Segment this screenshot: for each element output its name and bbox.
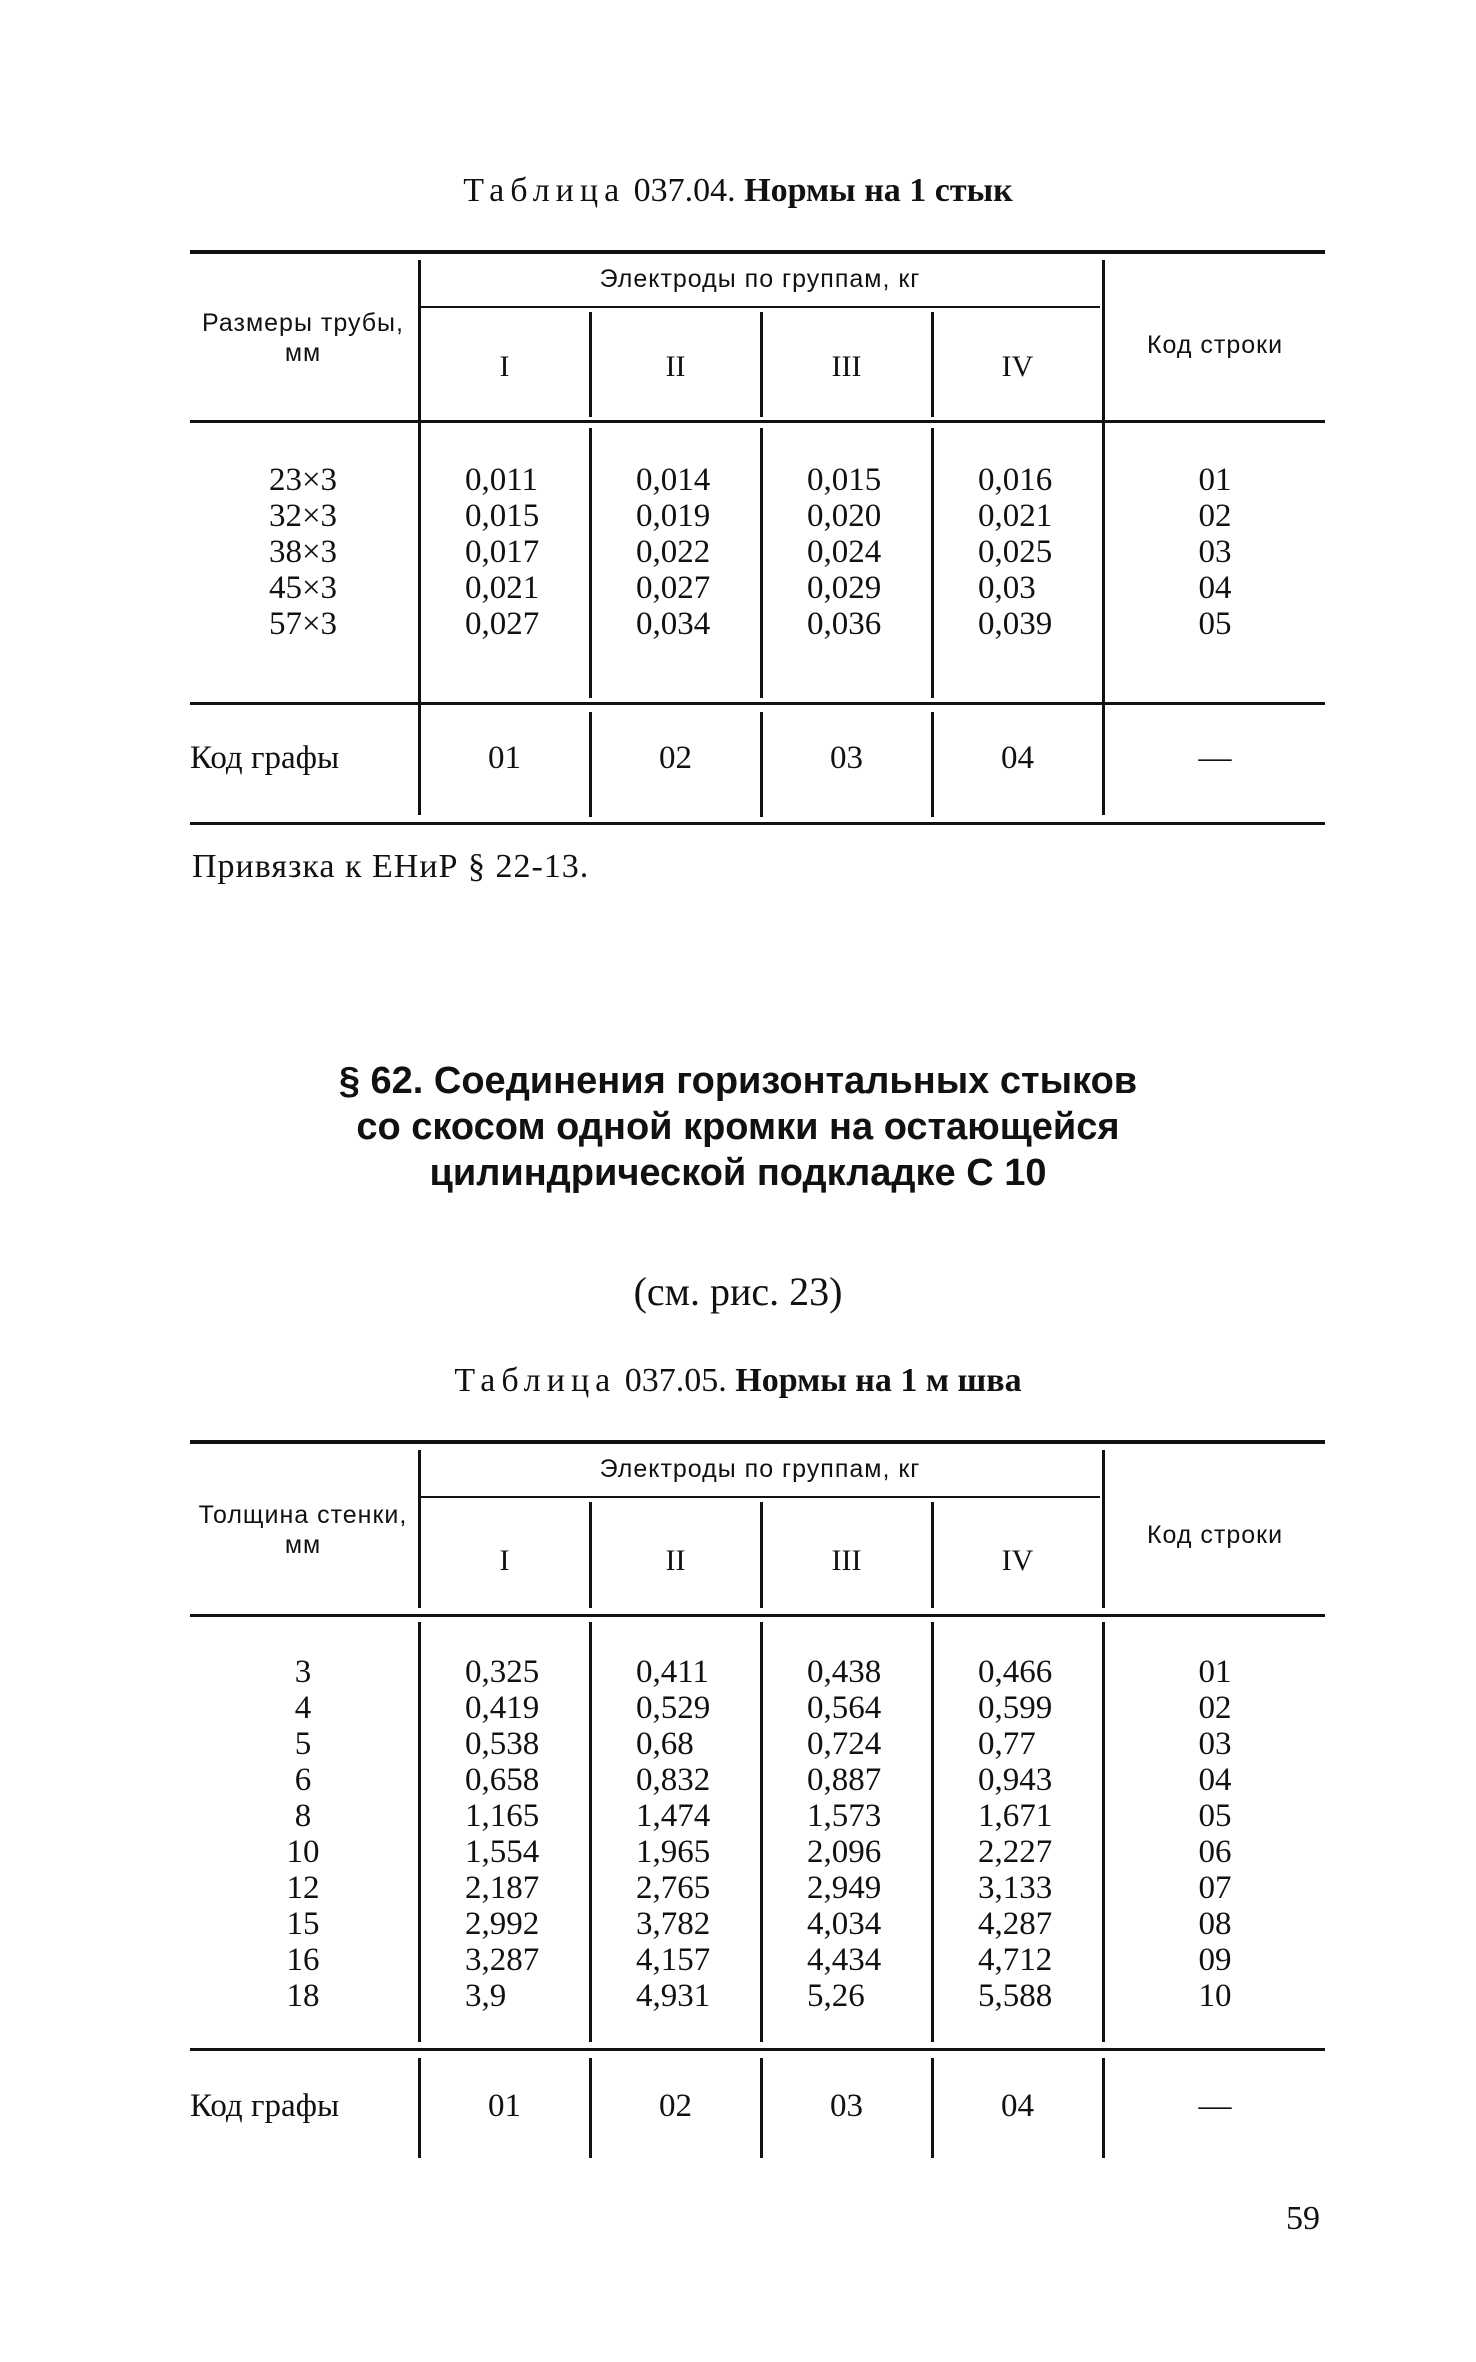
table-cell: 0,68 bbox=[636, 1726, 694, 1762]
table-cell: 0,021 bbox=[465, 570, 540, 606]
table-cell: 0,564 bbox=[807, 1690, 882, 1726]
table-cell: 10 bbox=[286, 1834, 320, 1870]
table-cell: 2,187 bbox=[465, 1870, 540, 1906]
table1-header-rule bbox=[190, 420, 1325, 423]
table-cell: 23×3 bbox=[268, 462, 338, 498]
table-cell: 2,227 bbox=[978, 1834, 1053, 1870]
table2-footer-code-2: 02 bbox=[659, 2088, 692, 2124]
table1-caption bbox=[0, 172, 1476, 210]
table-cell: 01 bbox=[1198, 462, 1232, 498]
table-cell: 02 bbox=[1198, 498, 1232, 534]
table2-caption-prefix: Таблица bbox=[454, 1362, 617, 1399]
table-cell: 0,832 bbox=[636, 1762, 711, 1798]
table-cell: 2,992 bbox=[465, 1906, 540, 1942]
table1-footer-code-3: 03 bbox=[830, 740, 863, 776]
table-cell: 6 bbox=[294, 1762, 312, 1798]
binding-note: Привязка к ЕНиР § 22-13. bbox=[192, 848, 590, 885]
table1-col-III bbox=[807, 462, 881, 642]
table-cell: 05 bbox=[1198, 1798, 1232, 1834]
section-title-line-1: § 62. Соединения горизонтальных стыков bbox=[338, 1060, 1138, 1102]
table2-vline-3b bbox=[760, 1622, 763, 2042]
table-cell: 0,036 bbox=[807, 606, 882, 642]
table2-caption bbox=[0, 1362, 1476, 1400]
table1-group-II: II bbox=[665, 350, 686, 383]
table-cell: 0,411 bbox=[636, 1654, 710, 1690]
table-cell: 0,024 bbox=[807, 534, 882, 570]
table-cell: 3,9 bbox=[465, 1978, 507, 2014]
table-cell: 1,554 bbox=[465, 1834, 540, 1870]
table-cell: 01 bbox=[1198, 1654, 1232, 1690]
table2-code-header: Код строки bbox=[1146, 1521, 1284, 1549]
table-cell: 18 bbox=[286, 1978, 320, 2014]
table1-caption-title: Нормы на 1 стык bbox=[744, 172, 1013, 209]
table-cell: 0,039 bbox=[978, 606, 1053, 642]
table-cell: 1,671 bbox=[978, 1798, 1053, 1834]
table-cell: 0,943 bbox=[978, 1762, 1053, 1798]
table2-group-header: Электроды по группам, кг bbox=[599, 1455, 921, 1483]
table-cell: 1,573 bbox=[807, 1798, 882, 1834]
table2-vline-4b bbox=[931, 1622, 934, 2042]
table-cell: 4,931 bbox=[636, 1978, 711, 2014]
table-cell: 09 bbox=[1198, 1942, 1232, 1978]
table2-footer-code-1: 01 bbox=[488, 2088, 521, 2124]
table2 bbox=[190, 1440, 1325, 2170]
table1-col-IV bbox=[978, 462, 1052, 642]
table2-codes-column bbox=[1105, 1654, 1325, 2014]
table-cell: 0,020 bbox=[807, 498, 882, 534]
table-cell: 05 bbox=[1198, 606, 1232, 642]
table-cell: 5 bbox=[294, 1726, 312, 1762]
table-cell: 0,029 bbox=[807, 570, 882, 606]
table1-vline-4b bbox=[931, 428, 934, 698]
table1-code-header: Код строки bbox=[1146, 331, 1284, 359]
table-cell: 5,26 bbox=[807, 1978, 865, 2014]
table2-col-III bbox=[807, 1654, 881, 2014]
table-cell: 0,015 bbox=[807, 462, 882, 498]
table1-footer-code-4: 04 bbox=[1001, 740, 1034, 776]
table2-col-II bbox=[636, 1654, 710, 2014]
table1-row-header: Размеры трубы, мм bbox=[202, 309, 404, 367]
table1-group-rule bbox=[420, 306, 1100, 308]
table-cell: 4,434 bbox=[807, 1942, 882, 1978]
table2-top-rule bbox=[190, 1440, 1325, 1444]
table-cell: 3 bbox=[294, 1654, 312, 1690]
table-cell: 0,019 bbox=[636, 498, 711, 534]
table-cell: 1,474 bbox=[636, 1798, 711, 1834]
table2-group-I: I bbox=[499, 1544, 510, 1577]
table2-col-IV bbox=[978, 1654, 1052, 2014]
table-cell: 4,034 bbox=[807, 1906, 882, 1942]
table-cell: 3,782 bbox=[636, 1906, 711, 1942]
table1-col-II bbox=[636, 462, 710, 642]
table-cell: 1,965 bbox=[636, 1834, 711, 1870]
table-cell: 0,015 bbox=[465, 498, 540, 534]
table2-footer-code-3: 03 bbox=[830, 2088, 863, 2124]
table-cell: 4 bbox=[294, 1690, 312, 1726]
table-cell: 07 bbox=[1198, 1870, 1232, 1906]
table1-group-I: I bbox=[499, 350, 510, 383]
table-cell: 15 bbox=[286, 1906, 320, 1942]
table-cell: 03 bbox=[1198, 534, 1232, 570]
table-cell: 16 bbox=[286, 1942, 320, 1978]
table-cell: 2,765 bbox=[636, 1870, 711, 1906]
table1-caption-prefix: Таблица bbox=[463, 172, 626, 209]
table-cell: 0,529 bbox=[636, 1690, 711, 1726]
table-cell: 06 bbox=[1198, 1834, 1232, 1870]
table1-footer-code-1: 01 bbox=[488, 740, 521, 776]
table-cell: 0,027 bbox=[465, 606, 540, 642]
table-cell: 08 bbox=[1198, 1906, 1232, 1942]
table2-group-rule bbox=[420, 1496, 1100, 1498]
table2-footer-label: Код графы bbox=[190, 2088, 340, 2124]
table-cell: 0,016 bbox=[978, 462, 1053, 498]
table-cell: 0,325 bbox=[465, 1654, 540, 1690]
table1-codes-column bbox=[1105, 462, 1325, 642]
table1-top-rule bbox=[190, 250, 1325, 254]
table2-caption-number: 037.05. bbox=[624, 1362, 727, 1399]
table-cell: 1,165 bbox=[465, 1798, 540, 1834]
table2-body-rule bbox=[190, 2048, 1325, 2051]
table-cell: 8 bbox=[294, 1798, 312, 1834]
section-title-line-3: цилиндрической подкладке С 10 bbox=[429, 1152, 1047, 1194]
table1 bbox=[190, 250, 1325, 830]
table-cell: 02 bbox=[1198, 1690, 1232, 1726]
table2-col-I bbox=[465, 1654, 539, 2014]
table1-vline-1 bbox=[418, 260, 421, 815]
table1-group-III: III bbox=[831, 350, 862, 383]
table-cell: 5,588 bbox=[978, 1978, 1053, 2014]
table2-header-rule bbox=[190, 1614, 1325, 1617]
table-cell: 0,017 bbox=[465, 534, 540, 570]
table-cell: 3,287 bbox=[465, 1942, 540, 1978]
table-cell: 0,724 bbox=[807, 1726, 882, 1762]
table1-footer-label: Код графы bbox=[190, 740, 340, 776]
page-number: 59 bbox=[1286, 2200, 1320, 2237]
table1-bottom-rule bbox=[190, 822, 1325, 825]
table-cell: 4,157 bbox=[636, 1942, 711, 1978]
table-cell: 45×3 bbox=[268, 570, 338, 606]
table-cell: 0,658 bbox=[465, 1762, 540, 1798]
table1-vline-2b bbox=[589, 428, 592, 698]
table-cell: 2,949 bbox=[807, 1870, 882, 1906]
figure-reference: (см. рис. 23) bbox=[633, 1269, 843, 1314]
table2-thickness-column bbox=[190, 1654, 416, 2014]
table-cell: 0,599 bbox=[978, 1690, 1053, 1726]
table-cell: 0,022 bbox=[636, 534, 711, 570]
table1-vline-3b bbox=[760, 428, 763, 698]
table-cell: 0,887 bbox=[807, 1762, 882, 1798]
table-cell: 0,03 bbox=[978, 570, 1036, 606]
table-cell: 4,712 bbox=[978, 1942, 1053, 1978]
table-cell: 12 bbox=[286, 1870, 320, 1906]
table2-group-IV: IV bbox=[1001, 1544, 1034, 1577]
table1-group-header: Электроды по группам, кг bbox=[599, 265, 921, 293]
table-cell: 0,419 bbox=[465, 1690, 540, 1726]
table-cell: 0,027 bbox=[636, 570, 711, 606]
table2-row-header: Толщина стенки, мм bbox=[198, 1501, 408, 1559]
table-cell: 10 bbox=[1198, 1978, 1232, 2014]
table2-caption-title: Нормы на 1 м шва bbox=[735, 1362, 1022, 1399]
table1-caption-number: 037.04. bbox=[633, 172, 736, 209]
table-cell: 32×3 bbox=[268, 498, 338, 534]
table-cell: 4,287 bbox=[978, 1906, 1053, 1942]
table-cell: 0,021 bbox=[978, 498, 1053, 534]
table-cell: 04 bbox=[1198, 1762, 1232, 1798]
section-title-line-2: со скосом одной кромки на остающейся bbox=[356, 1106, 1120, 1148]
table-cell: 38×3 bbox=[268, 534, 338, 570]
table1-group-IV: IV bbox=[1001, 350, 1034, 383]
table-cell: 3,133 bbox=[978, 1870, 1053, 1906]
table-cell: 0,538 bbox=[465, 1726, 540, 1762]
table-cell: 0,011 bbox=[465, 462, 539, 498]
table1-footer-code-2: 02 bbox=[659, 740, 692, 776]
table2-group-II: II bbox=[665, 1544, 686, 1577]
section-title bbox=[0, 1058, 1476, 1196]
table-cell: 57×3 bbox=[268, 606, 338, 642]
table-cell: 0,025 bbox=[978, 534, 1053, 570]
table2-group-III: III bbox=[831, 1544, 862, 1577]
table-cell: 0,77 bbox=[978, 1726, 1036, 1762]
table2-vline-1b bbox=[418, 1622, 421, 2042]
table-cell: 0,014 bbox=[636, 462, 711, 498]
table1-col-I bbox=[465, 462, 539, 642]
table-cell: 2,096 bbox=[807, 1834, 882, 1870]
table2-footer-code-4: 04 bbox=[1001, 2088, 1034, 2124]
table2-vline-2b bbox=[589, 1622, 592, 2042]
table-cell: 0,034 bbox=[636, 606, 711, 642]
table1-body-rule bbox=[190, 702, 1325, 705]
table-cell: 0,438 bbox=[807, 1654, 882, 1690]
table1-sizes-column bbox=[190, 462, 416, 642]
table2-footer-dash: — bbox=[1198, 2088, 1232, 2124]
table-cell: 04 bbox=[1198, 570, 1232, 606]
table1-footer-dash: — bbox=[1198, 740, 1232, 776]
table-cell: 0,466 bbox=[978, 1654, 1053, 1690]
table-cell: 03 bbox=[1198, 1726, 1232, 1762]
